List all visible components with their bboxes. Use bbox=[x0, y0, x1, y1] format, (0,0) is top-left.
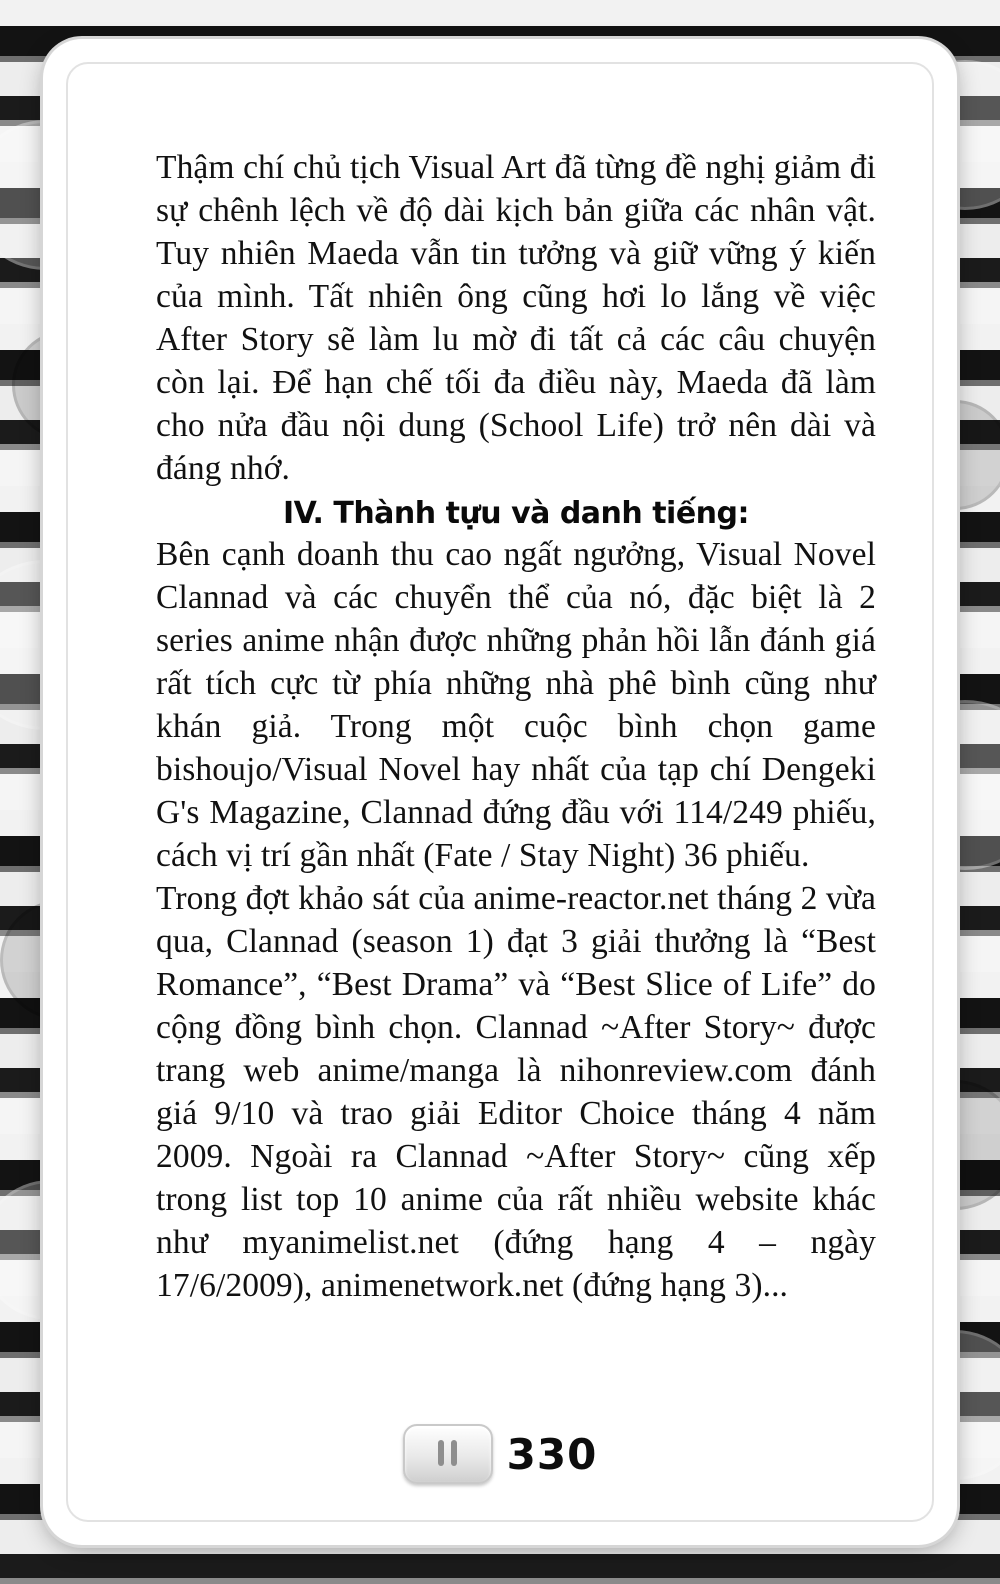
content-sheet-inner bbox=[66, 62, 934, 1522]
section-heading: IV. Thành tựu và danh tiếng: bbox=[283, 496, 749, 531]
bookmark-clip-icon bbox=[403, 1424, 493, 1484]
paragraph-3: Trong đợt khảo sát của anime-reactor.net tháng 2 vừa qua, Clannad (season 1) đạt 3 giải thưởng là “Best Romance”, “Best Drama” và “Best Slice of Life” do cộng đồng bình chọn. Clannad ~After Story~ được trang web anime/manga là nihonreview.com đánh giá 9/10 và trao giải Editor Choice tháng 4 năm 2009. Ngoài ra Clannad ~After Story~ cũng xếp trong list top 10 anime của rất nhiều website khác như myanimelist.net (đứng hạng 4 – ngày 17/6/2009), animenetwork.net (đứng hạng 3)... bbox=[156, 880, 876, 1304]
page-number: 330 bbox=[506, 1429, 598, 1479]
paragraph-1: Thậm chí chủ tịch Visual Art đã từng đề nghị giảm đi sự chênh lệch về độ dài kịch bản giữa các nhân vật. Tuy nhiên Maeda vẫn tin tưởng và giữ vững ý kiến của mình. Tất nhiên ông cũng hơi lo lắng về việc After Story sẽ làm lu mờ đi tất cả các câu chuyện còn lại. Để hạn chế tối đa điều này, Maeda đã làm cho nửa đầu nội dung (School Life) trở nên dài và đáng nhớ. bbox=[156, 149, 876, 487]
content-sheet bbox=[48, 44, 952, 1540]
page-footer bbox=[68, 1424, 932, 1484]
article-text-column bbox=[156, 146, 876, 1307]
paragraph-2: Bên cạnh doanh thu cao ngất ngưởng, Visual Novel Clannad và các chuyển thể của nó, đặc biệt là 2 series anime nhận được những phản hồi lẫn đánh giá rất tích cực từ phía những nhà phê bình cũng như khán giả. Trong một cuộc bình chọn game bishoujo/Visual Novel hay nhất của tạp chí Dengeki G's Magazine, Clannad đứng đầu với 114/249 phiếu, cách vị trí gần nhất (Fate / Stay Night) 36 phiếu. bbox=[156, 536, 876, 874]
